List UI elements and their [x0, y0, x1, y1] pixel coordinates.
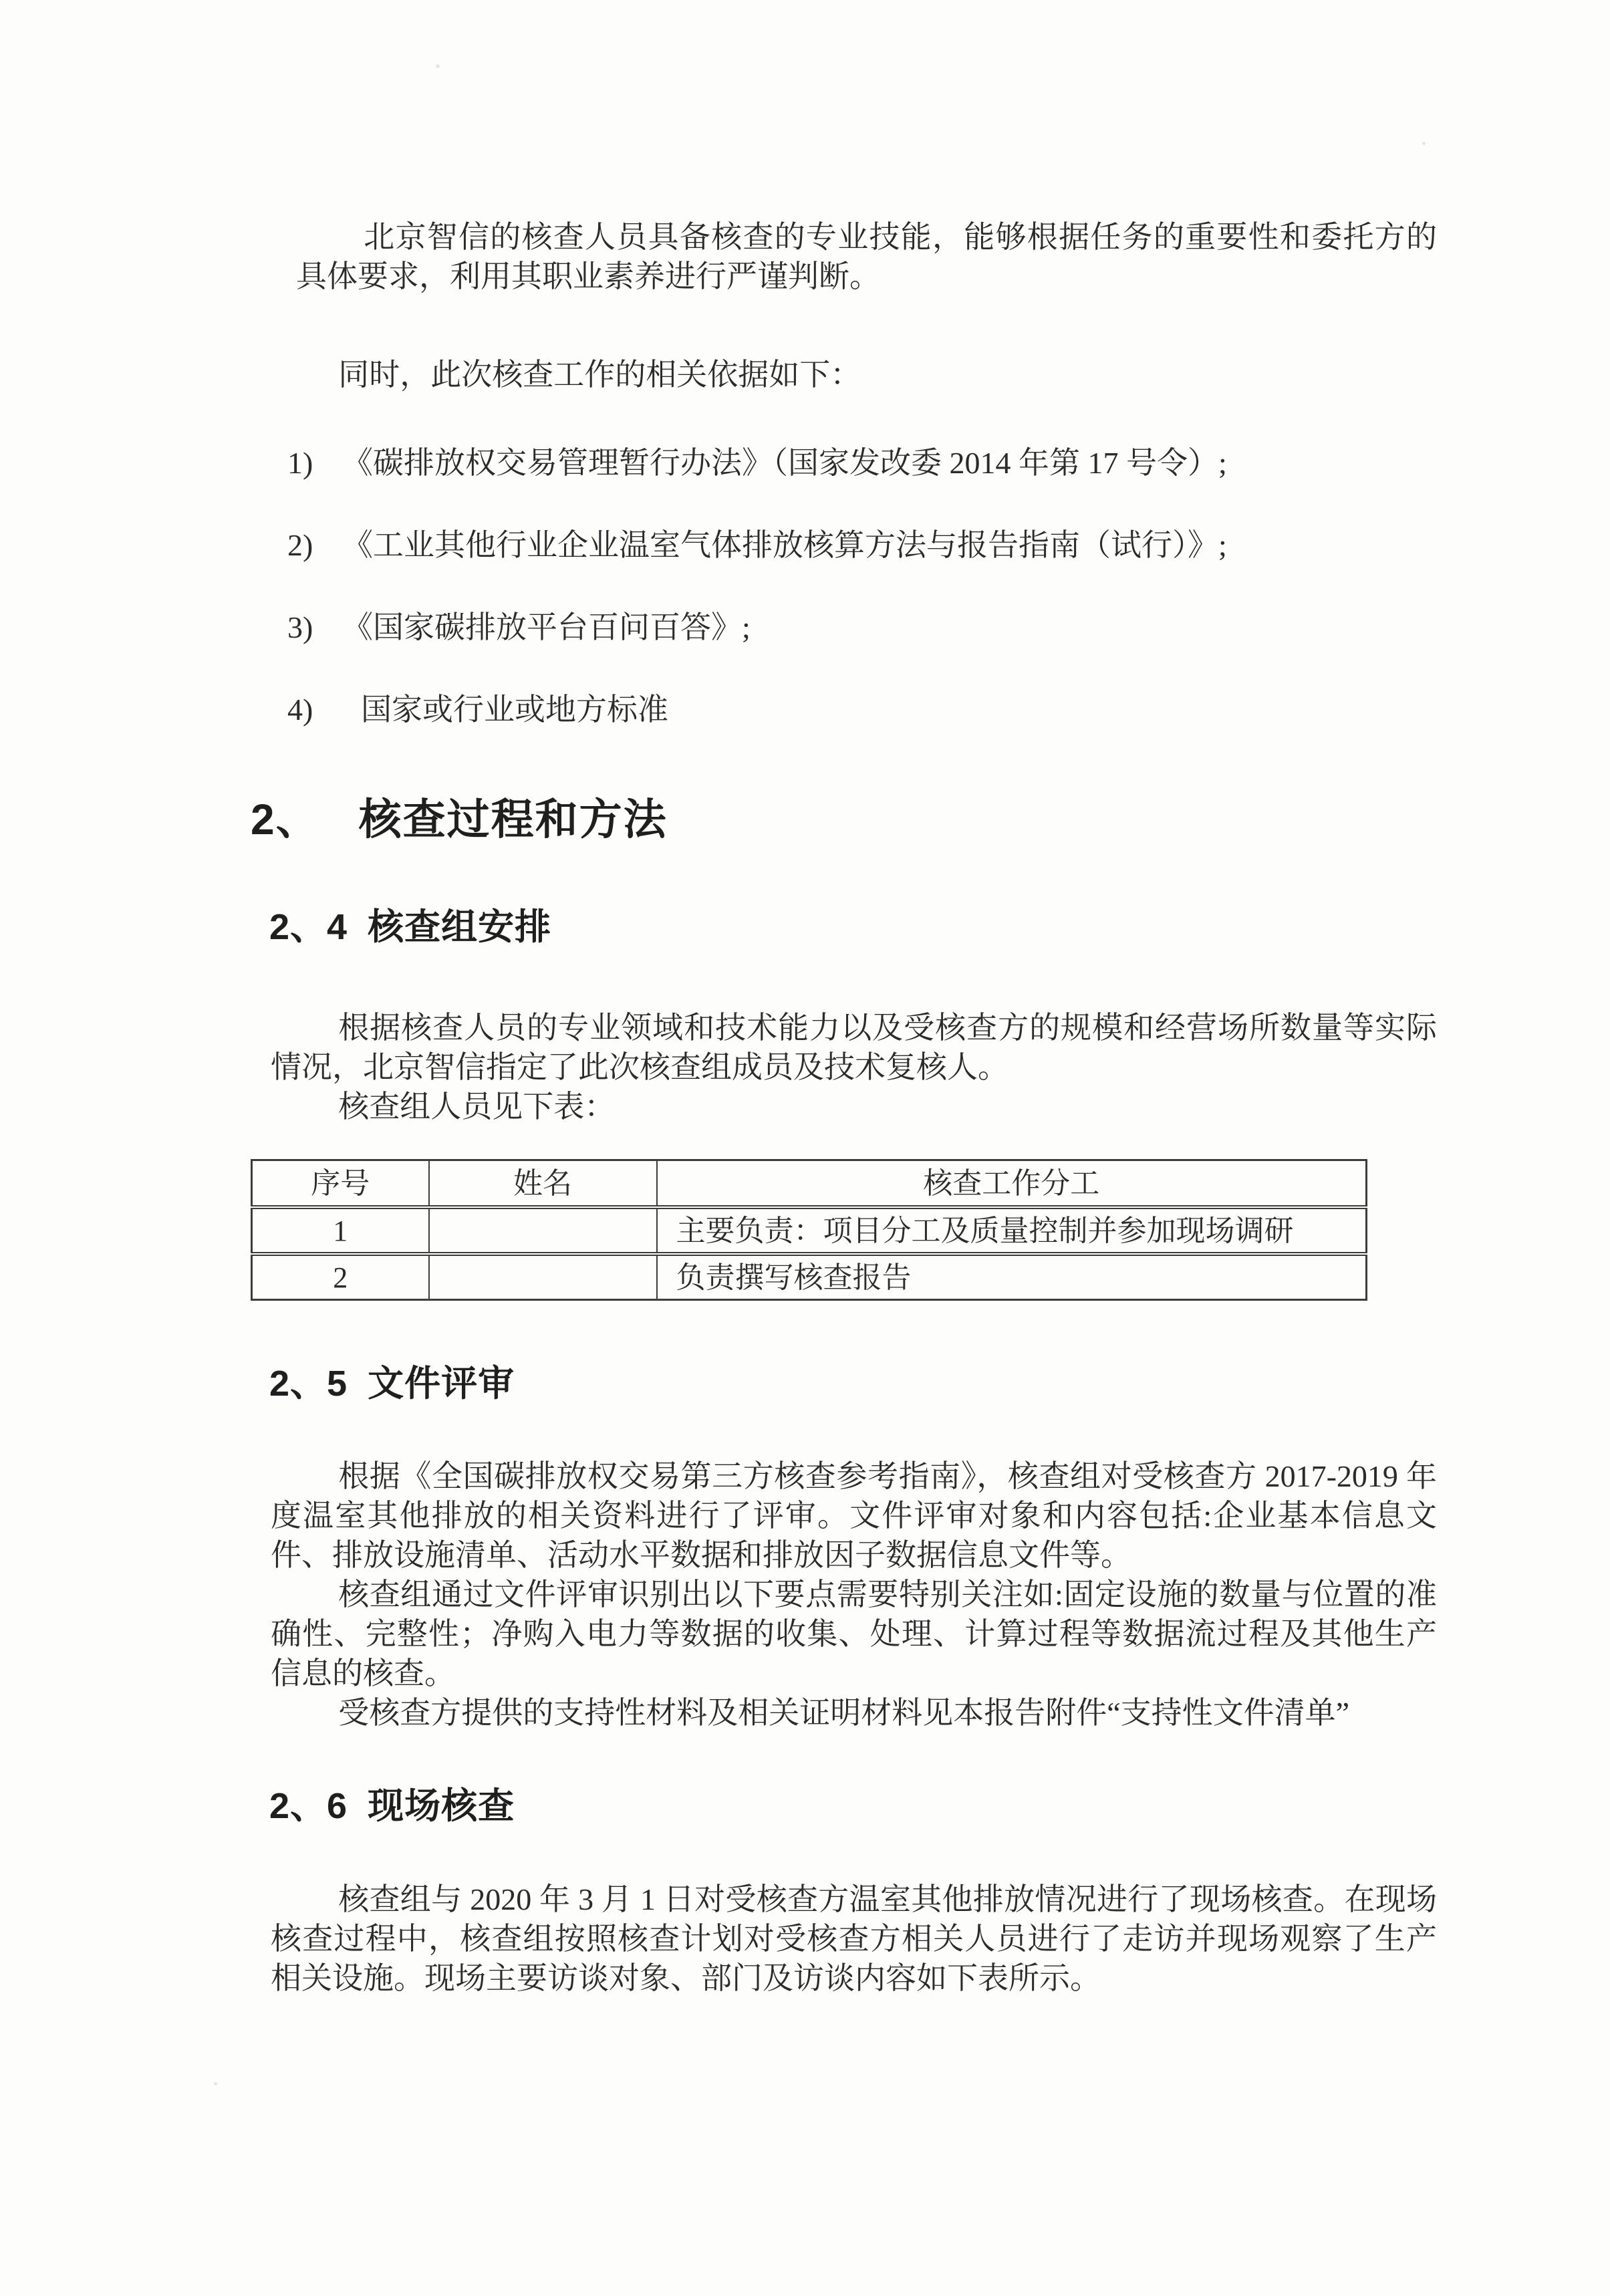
document-review-paragraph-3: 受核查方提供的支持性材料及相关证明材料见本报告附件“支持性文件清单” [338, 1696, 1350, 1730]
team-table [251, 1159, 1367, 1301]
reference-marker: 2) [287, 528, 313, 562]
col-header-duty: 核查工作分工 [657, 1160, 1367, 1208]
reference-item [287, 608, 1437, 647]
cell-duty: 负责撰写核查报告 [657, 1254, 1367, 1300]
reference-text: 国家或行业或地方标准 [361, 692, 668, 727]
reference-item [287, 443, 1437, 483]
team-arrangement-paragraph: 根据核查人员的专业领域和技术能力以及受核查方的规模和经营场所数量等实际情况，北京智信指定了此次核查组成员及技术复核人。 [271, 1011, 1437, 1084]
intro-paragraph: 北京智信的核查人员具备核查的专业技能，能够根据任务的重要性和委托方的具体要求，利用其职业素养进行严谨判断。 [296, 220, 1437, 293]
cell-no: 2 [252, 1254, 429, 1300]
reference-list [287, 443, 1437, 729]
reference-marker: 1) [287, 446, 313, 480]
reference-marker: 3) [287, 610, 313, 644]
section-title: 核查过程和方法 [358, 795, 668, 844]
section-heading-2 [251, 793, 1437, 846]
document-content [251, 0, 1437, 1998]
section-number: 2、 [251, 795, 320, 844]
reference-text: 《国家碳排放平台百问百答》; [342, 610, 751, 644]
subsection-number: 2、6 [269, 1786, 348, 1826]
reference-text: 《碳排放权交易管理暂行办法》（国家发改委 2014 年第 17 号令）; [342, 446, 1227, 480]
subsection-heading-2-6 [269, 1784, 1437, 1828]
col-header-no: 序号 [252, 1160, 429, 1208]
subsection-number: 2、5 [269, 1364, 348, 1404]
reference-item [287, 690, 1437, 729]
cell-name [429, 1207, 657, 1254]
table-row [252, 1254, 1367, 1300]
basis-paragraph: 同时，此次核查工作的相关依据如下： [338, 358, 861, 392]
onsite-verification-paragraph: 核查组与 2020 年 3 月 1 日对受核查方温室其他排放情况进行了现场核查。在现场核查过程中，核查组按照核查计划对受核查方相关人员进行了走访并现场观察了生产相关设施。现场主要访谈对象、部门及访谈内容如下表所示。 [271, 1882, 1437, 1995]
cell-name [429, 1254, 657, 1300]
subsection-title: 文件评审 [368, 1364, 515, 1404]
subsection-title: 核查组安排 [368, 907, 552, 947]
reference-text: 《工业其他行业企业温室气体排放核算方法与报告指南（试行）》; [342, 528, 1227, 562]
document-review-paragraph-2: 核查组通过文件评审识别出以下要点需要特别关注如:固定设施的数量与位置的准确性、完整性；净购入电力等数据的收集、处理、计算过程等数据流过程及其他生产信息的核查。 [271, 1577, 1437, 1690]
team-table-header-row [252, 1160, 1367, 1208]
scan-speckle [214, 2082, 217, 2085]
table-note: 核查组人员见下表： [338, 1090, 616, 1124]
col-header-name: 姓名 [429, 1160, 657, 1208]
table-row [252, 1207, 1367, 1254]
subsection-number: 2、4 [269, 907, 348, 947]
reference-item [287, 525, 1437, 565]
cell-duty: 主要负责：项目分工及质量控制并参加现场调研 [657, 1207, 1367, 1254]
subsection-title: 现场核查 [368, 1786, 515, 1826]
reference-marker: 4) [287, 692, 313, 727]
subsection-heading-2-5 [269, 1362, 1437, 1406]
document-review-paragraph-1: 根据《全国碳排放权交易第三方核查参考指南》，核查组对受核查方 2017-2019 年度温室其他排放的相关资料进行了评审。文件评审对象和内容包括:企业基本信息文件、排放设施清单、活动水平数据和排放因子数据信息文件等。 [271, 1459, 1437, 1572]
subsection-heading-2-4 [269, 905, 1437, 949]
cell-no: 1 [252, 1207, 429, 1254]
